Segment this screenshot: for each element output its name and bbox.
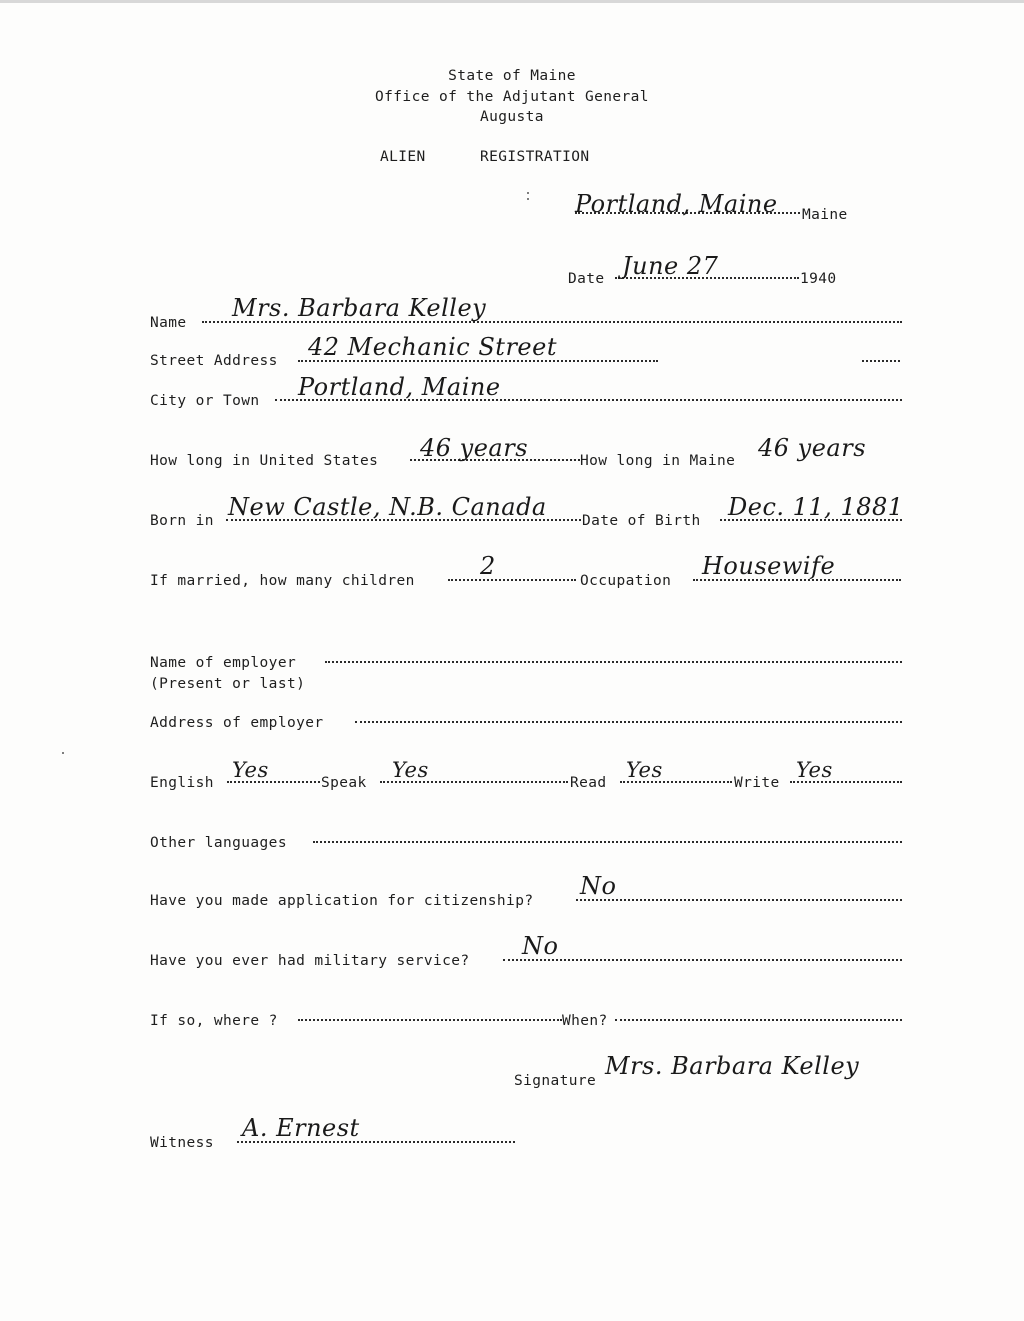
military-dots: [503, 953, 902, 961]
english-label: English: [150, 775, 214, 791]
children-value: 2: [480, 552, 496, 580]
place-suffix: Maine: [802, 207, 848, 223]
employer-name-dots: [325, 655, 902, 663]
speak-value: Yes: [392, 758, 429, 782]
children-label: If married, how many children: [150, 573, 415, 589]
where-dots: [298, 1013, 562, 1021]
signature-value: Mrs. Barbara Kelley: [605, 1052, 860, 1080]
occupation-value: Housewife: [702, 552, 836, 580]
how-long-maine-value: 46 years: [758, 434, 867, 462]
employer-name-label: Name of employer: [150, 655, 297, 671]
other-languages-dots: [313, 835, 902, 843]
read-value: Yes: [626, 758, 663, 782]
speak-label: Speak: [321, 775, 367, 791]
scan-speck: [62, 752, 64, 754]
how-long-maine-label: How long in Maine: [580, 453, 736, 469]
english-value: Yes: [232, 758, 269, 782]
city-value: Portland, Maine: [298, 373, 501, 401]
name-value: Mrs. Barbara Kelley: [232, 294, 487, 322]
page-edge: [0, 0, 1024, 3]
date-year: 1940: [800, 271, 837, 287]
form-title-registration: REGISTRATION: [480, 149, 590, 165]
how-long-us-label: How long in United States: [150, 453, 379, 469]
scan-speck: [527, 198, 529, 200]
street-label: Street Address: [150, 353, 278, 369]
citizenship-label: Have you made application for citizenship?: [150, 893, 534, 909]
write-value: Yes: [796, 758, 833, 782]
other-languages-label: Other languages: [150, 835, 287, 851]
read-label: Read: [570, 775, 607, 791]
employer-name-sublabel: (Present or last): [150, 676, 306, 692]
born-in-label: Born in: [150, 513, 214, 529]
employer-address-label: Address of employer: [150, 715, 324, 731]
write-label: Write: [734, 775, 780, 791]
employer-address-dots: [355, 715, 902, 723]
witness-label: Witness: [150, 1135, 214, 1151]
form-title-alien: ALIEN: [380, 149, 426, 165]
date-label: Date: [568, 271, 605, 287]
children-dots: [448, 573, 576, 581]
street-value: 42 Mechanic Street: [308, 333, 557, 361]
scan-speck: [527, 192, 529, 194]
signature-label: Signature: [514, 1073, 597, 1089]
born-in-value: New Castle, N.B. Canada: [228, 493, 547, 521]
date-handwritten: June 27: [622, 252, 719, 280]
how-long-us-value: 46 years: [420, 434, 529, 462]
place-handwritten: Portland, Maine: [575, 190, 778, 218]
military-label: Have you ever had military service?: [150, 953, 470, 969]
header-office: Office of the Adjutant General: [375, 89, 649, 105]
when-dots: [615, 1013, 902, 1021]
witness-value: A. Ernest: [242, 1114, 360, 1142]
header-state: State of Maine: [448, 68, 576, 84]
dob-value: Dec. 11, 1881: [728, 493, 904, 521]
citizenship-value: No: [580, 872, 617, 900]
header-city: Augusta: [480, 109, 544, 125]
name-label: Name: [150, 315, 187, 331]
street-dots-end: [862, 354, 900, 362]
when-label: When?: [562, 1013, 608, 1029]
where-label: If so, where ?: [150, 1013, 278, 1029]
military-value: No: [522, 932, 559, 960]
citizenship-dots: [576, 893, 902, 901]
occupation-label: Occupation: [580, 573, 672, 589]
dob-label: Date of Birth: [582, 513, 701, 529]
city-label: City or Town: [150, 393, 260, 409]
